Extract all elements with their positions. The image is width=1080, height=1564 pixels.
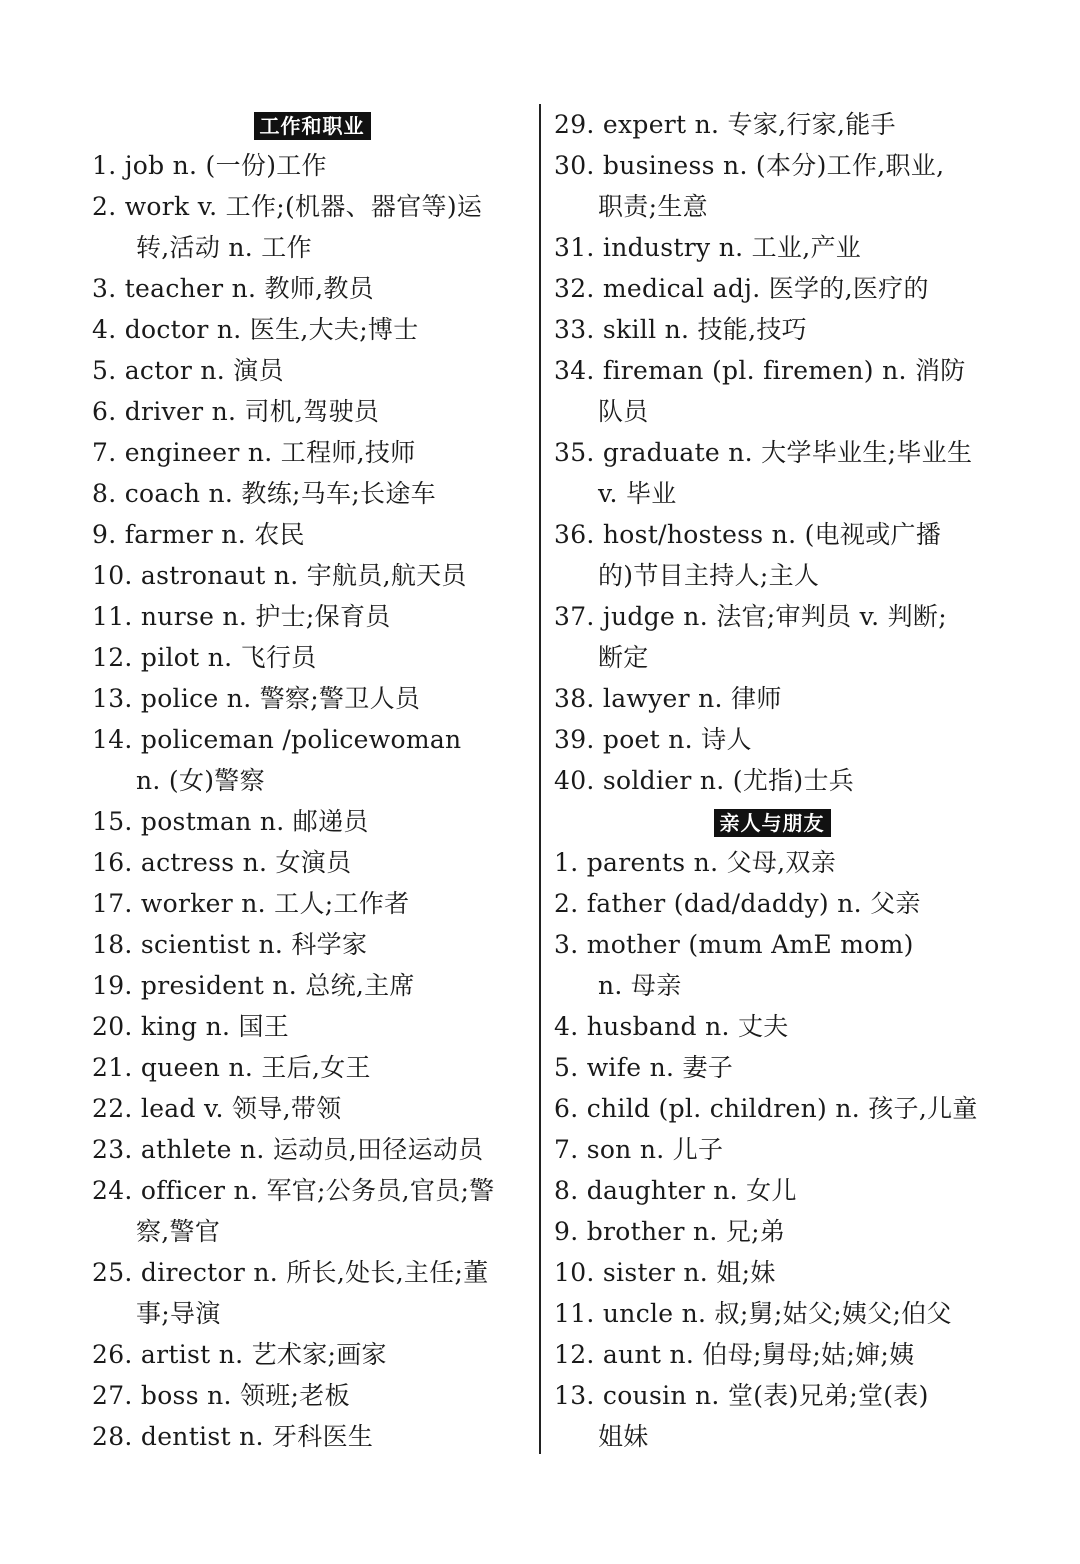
vocab-entry-continuation: 断定 [598, 643, 649, 672]
section-header-label: 亲人与朋友 [714, 809, 831, 837]
vocab-entry: 19. president n. 总统,主席 [92, 971, 415, 1000]
vocab-entry: 24. officer n. 军官;公务员,官员;警 [92, 1176, 495, 1205]
vocab-entry: 7. engineer n. 工程师,技师 [92, 438, 416, 467]
vocab-entry-continuation: n. 母亲 [598, 971, 682, 1000]
vocab-entry-continuation: 转,活动 n. 工作 [136, 233, 312, 262]
vocab-entry: 8. coach n. 教练;马车;长途车 [92, 479, 436, 508]
vocab-entry: 6. driver n. 司机,驾驶员 [92, 397, 380, 426]
vocab-entry: 34. fireman (pl. firemen) n. 消防 [554, 356, 966, 385]
vocab-entry: 12. aunt n. 伯母;舅母;姑;婶;姨 [554, 1340, 915, 1369]
vocab-entry: 2. father (dad/daddy) n. 父亲 [554, 889, 921, 918]
vocab-entry: 17. worker n. 工人;工作者 [92, 889, 410, 918]
vocab-entry: 8. daughter n. 女儿 [554, 1176, 797, 1205]
vocab-entry: 31. industry n. 工业,产业 [554, 233, 862, 262]
section-header [92, 104, 532, 145]
vocab-entry: 29. expert n. 专家,行家,能手 [554, 110, 896, 139]
vocab-entry: 18. scientist n. 科学家 [92, 930, 368, 959]
vocab-entry-continuation: 的)节目主持人;主人 [598, 561, 820, 590]
vocab-entry: 33. skill n. 技能,技巧 [554, 315, 807, 344]
vocab-entry: 3. teacher n. 教师,教员 [92, 274, 374, 303]
vocab-entry: 35. graduate n. 大学毕业生;毕业生 [554, 438, 973, 467]
vocab-entry-continuation: 事;导演 [136, 1299, 221, 1328]
vocab-entry: 37. judge n. 法官;审判员 v. 判断; [554, 602, 947, 631]
column-divider [539, 104, 541, 1454]
vocab-entry: 28. dentist n. 牙科医生 [92, 1422, 374, 1451]
vocab-entry: 7. son n. 儿子 [554, 1135, 724, 1164]
vocab-entry: 21. queen n. 王后,女王 [92, 1053, 371, 1082]
vocab-entry: 3. mother (mum AmE mom) [554, 930, 914, 959]
vocab-entry: 23. athlete n. 运动员,田径运动员 [92, 1135, 484, 1164]
vocab-entry: 1. parents n. 父母,双亲 [554, 848, 837, 877]
vocab-entry: 14. policeman /policewoman [92, 725, 462, 754]
vocab-entry: 25. director n. 所长,处长,主任;董 [92, 1258, 489, 1287]
right-column [554, 104, 990, 1457]
vocab-entry: 10. astronaut n. 宇航员,航天员 [92, 561, 467, 590]
vocab-entry: 9. farmer n. 农民 [92, 520, 305, 549]
vocab-entry: 10. sister n. 姐;妹 [554, 1258, 776, 1287]
vocab-entry: 11. nurse n. 护士;保育员 [92, 602, 391, 631]
vocab-entry-continuation: 职责;生意 [598, 192, 708, 221]
vocab-entry: 38. lawyer n. 律师 [554, 684, 782, 713]
vocab-entry: 16. actress n. 女演员 [92, 848, 352, 877]
vocab-entry: 26. artist n. 艺术家;画家 [92, 1340, 387, 1369]
vocab-entry: 39. poet n. 诗人 [554, 725, 752, 754]
section-header [554, 801, 990, 842]
vocab-entry: 40. soldier n. (尤指)士兵 [554, 766, 855, 795]
vocab-entry: 11. uncle n. 叔;舅;姑父;姨父;伯父 [554, 1299, 952, 1328]
left-column [92, 104, 532, 1457]
vocab-entry: 5. wife n. 妻子 [554, 1053, 734, 1082]
vocab-entry: 1. job n. (一份)工作 [92, 151, 327, 180]
vocab-entry: 13. cousin n. 堂(表)兄弟;堂(表) [554, 1381, 929, 1410]
vocab-entry: 36. host/hostess n. (电视或广播 [554, 520, 942, 549]
vocab-entry: 27. boss n. 领班;老板 [92, 1381, 350, 1410]
vocab-entry: 30. business n. (本分)工作,职业, [554, 151, 945, 180]
section-header-label: 工作和职业 [254, 112, 371, 140]
vocab-entry: 5. actor n. 演员 [92, 356, 284, 385]
vocab-entry: 22. lead v. 领导,带领 [92, 1094, 342, 1123]
vocab-entry-continuation: 姐妹 [598, 1422, 649, 1451]
vocab-entry: 2. work v. 工作;(机器、器官等)运 [92, 192, 483, 221]
vocab-entry: 4. husband n. 丈夫 [554, 1012, 789, 1041]
vocab-entry: 4. doctor n. 医生,大夫;博士 [92, 315, 419, 344]
vocab-entry: 32. medical adj. 医学的,医疗的 [554, 274, 929, 303]
vocab-entry: 20. king n. 国王 [92, 1012, 290, 1041]
vocab-entry: 15. postman n. 邮递员 [92, 807, 369, 836]
vocab-entry: 12. pilot n. 飞行员 [92, 643, 317, 672]
vocab-entry-continuation: 察,警官 [136, 1217, 221, 1246]
vocab-entry-continuation: 队员 [598, 397, 649, 426]
vocab-entry: 13. police n. 警察;警卫人员 [92, 684, 421, 713]
vocab-entry: 6. child (pl. children) n. 孩子,儿童 [554, 1094, 978, 1123]
vocab-entry-continuation: v. 毕业 [598, 479, 677, 508]
vocab-entry: 9. brother n. 兄;弟 [554, 1217, 786, 1246]
vocab-entry-continuation: n. (女)警察 [136, 766, 265, 795]
